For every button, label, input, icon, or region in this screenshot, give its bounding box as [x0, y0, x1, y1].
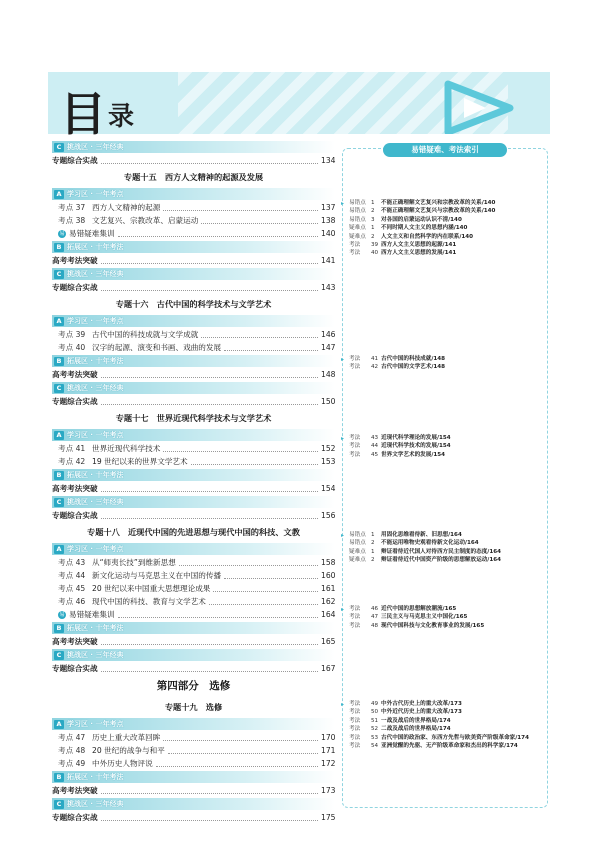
section-banner: [52, 268, 335, 280]
page-number: 158: [321, 558, 336, 567]
page-number: 175: [321, 813, 336, 822]
section-banner: [52, 798, 335, 810]
entry-label: 专题综合实战: [52, 283, 98, 292]
index-arrow-icon: ▸: [341, 435, 345, 442]
section-label: 挑战区 · 三年经典: [67, 651, 124, 659]
index-text: 不能正确理解文艺复兴与宗教改革的关系/140: [381, 208, 496, 215]
toc-entry[interactable]: [52, 595, 335, 608]
entry-title: 从“师夷长技”到维新思想: [92, 558, 176, 567]
leader-dots: [224, 572, 318, 579]
index-row[interactable]: [349, 605, 545, 613]
index-arrow-icon: ▸: [341, 200, 345, 207]
index-arrow-icon: ▸: [341, 606, 345, 613]
index-kind: 考法: [349, 443, 361, 450]
section-tag: B: [54, 471, 64, 480]
index-group: [341, 355, 545, 372]
index-number: 41: [371, 356, 379, 362]
triangle-logo-icon: [440, 78, 520, 134]
index-number: 3: [371, 216, 375, 223]
index-text: 古代中国的文学艺术/148: [381, 364, 446, 371]
index-group: [341, 531, 545, 565]
index-row[interactable]: [349, 199, 545, 207]
toc-entry[interactable]: [52, 731, 335, 744]
index-kind: 考法: [349, 606, 361, 612]
index-text: 三民主义与马克思主义中国化/165: [381, 614, 468, 621]
entry-title: 汉字的起源、演变和书画、戏曲的发展: [92, 343, 222, 352]
index-row[interactable]: [349, 725, 545, 733]
index-row[interactable]: [349, 742, 545, 750]
index-kind: 疑难点: [349, 548, 366, 555]
toc-entry[interactable]: [52, 254, 335, 267]
index-text: 中外近代历史上的重大改革/173: [381, 709, 462, 716]
page-number: 160: [321, 571, 336, 580]
page-number: 143: [321, 283, 336, 292]
entry-kaodian: 考点 37: [58, 203, 86, 212]
index-number: 53: [371, 734, 379, 741]
index-kind: 易错点: [349, 216, 366, 223]
page-number: 146: [321, 330, 336, 339]
section-tag: A: [54, 317, 64, 326]
index-row[interactable]: [349, 451, 545, 459]
index-row[interactable]: [349, 249, 545, 257]
toc-entry[interactable]: [52, 201, 335, 214]
entry-kaodian: 考点 45: [58, 584, 86, 593]
entry-kaodian: 考点 39: [58, 330, 86, 339]
entry-label: 高考考法突破: [52, 786, 98, 795]
index-number: 1: [371, 548, 375, 555]
leader-dots: [179, 559, 318, 566]
index-kind: 易错点: [349, 208, 366, 215]
index-kind: 考法: [349, 726, 361, 733]
section-banner: [52, 469, 335, 481]
page-number: 156: [321, 511, 336, 520]
index-kind: 考法: [349, 356, 361, 362]
section-tag: C: [54, 143, 64, 152]
leader-dots: [163, 445, 318, 452]
index-row[interactable]: [349, 363, 545, 371]
index-number: 39: [371, 242, 379, 249]
leader-dots: [224, 344, 318, 351]
leader-dots: [118, 230, 318, 237]
index-group: [341, 199, 545, 258]
index-kind: 考法: [349, 250, 361, 257]
index-row[interactable]: [349, 622, 545, 630]
entry-title: 西方人文精神的起源: [92, 203, 161, 212]
index-kind: 疑难点: [349, 557, 366, 564]
index-text: 一战及战后的世界格局/174: [381, 717, 451, 724]
entry-kaodian: 考点 38: [58, 216, 86, 225]
index-text: 近现代科学技术的发展/154: [381, 443, 451, 450]
toc-entry[interactable]: [52, 744, 335, 757]
index-row[interactable]: [349, 734, 545, 742]
index-row[interactable]: [349, 224, 545, 232]
index-box: [341, 145, 548, 808]
review-icon: 易: [59, 230, 65, 237]
index-kind: 考法: [349, 242, 361, 249]
leader-dots: [168, 747, 318, 754]
index-number: 42: [371, 364, 379, 371]
leader-dots: [191, 458, 318, 465]
index-text: 西方人文主义思想的发展/141: [381, 250, 457, 257]
toc-left-column: [52, 140, 335, 824]
index-number: 48: [371, 622, 379, 629]
leader-dots: [213, 585, 318, 592]
section-label: 拓展区 · 十年考法: [67, 243, 124, 251]
entry-kaodian: 考点 47: [58, 733, 86, 742]
index-kind: 考法: [349, 364, 361, 371]
entry-label: 专题综合实战: [52, 511, 98, 520]
index-row[interactable]: [349, 556, 545, 564]
review-icon: 易: [59, 611, 65, 618]
page-title-lu: 录: [108, 102, 135, 132]
index-number: 45: [371, 451, 379, 458]
index-number: 50: [371, 709, 379, 716]
section-tag: B: [54, 243, 64, 252]
index-number: 1: [371, 200, 375, 206]
index-text: 现代中国科技与文化教育事业的发展/165: [381, 622, 485, 629]
index-kind: 易错点: [349, 200, 366, 206]
index-row[interactable]: [349, 233, 545, 241]
index-kind: 考法: [349, 717, 361, 724]
section-tag: C: [54, 384, 64, 393]
page-number: 165: [321, 637, 336, 646]
section-tag: A: [54, 190, 64, 199]
index-group: [341, 700, 545, 750]
index-number: 2: [371, 540, 375, 547]
index-row[interactable]: [349, 241, 545, 249]
page-number: 148: [321, 370, 336, 379]
index-kind: 考法: [349, 451, 361, 458]
index-text: 近代中国的思想解放潮流/165: [381, 606, 457, 612]
section-tag: C: [54, 800, 64, 809]
entry-title: 历史上重大改革回眸: [92, 733, 161, 742]
toc-entry-review[interactable]: [52, 608, 335, 621]
section-tag: A: [54, 431, 64, 440]
index-text: 西方人文主义思想的起源/141: [381, 242, 457, 249]
index-kind: 考法: [349, 614, 361, 621]
page-number: 134: [321, 156, 336, 165]
page-number: 172: [321, 759, 336, 768]
topic-heading: 专题十七 世界近现代科学技术与文学艺术: [115, 413, 272, 423]
index-row[interactable]: [349, 355, 545, 363]
index-row[interactable]: [349, 207, 545, 215]
page-number: 137: [321, 203, 336, 212]
index-text: 二战及战后的世界格局/174: [381, 726, 451, 733]
index-kind: 易错点: [349, 540, 366, 547]
index-text: 不能运用唯物史观看待新文化运动/164: [381, 540, 479, 547]
toc-entry[interactable]: [52, 214, 335, 227]
leader-dots: [201, 217, 318, 224]
index-arrow-icon: ▸: [341, 356, 345, 363]
section-label: 拓展区 · 十年考法: [67, 471, 124, 479]
index-number: 47: [371, 614, 379, 621]
page-number: 164: [321, 610, 336, 619]
page-number: 150: [321, 397, 336, 406]
entry-title: 新文化运动与马克思主义在中国的传播: [92, 571, 222, 580]
topic-heading: 专题十五 西方人文精神的起源及发展: [123, 172, 264, 182]
index-number: 2: [371, 557, 375, 564]
index-number: 51: [371, 717, 379, 724]
index-arrow-icon: ▸: [341, 701, 345, 708]
index-row[interactable]: [349, 548, 545, 556]
index-text: 古代中国的科技成就/148: [381, 356, 446, 362]
toc-entry[interactable]: [52, 455, 335, 468]
index-row[interactable]: [349, 700, 545, 708]
entry-kaodian: 考点 48: [58, 746, 86, 755]
section-banner: [52, 649, 335, 661]
topic-heading: 专题十六 古代中国的科学技术与文学艺术: [115, 299, 272, 309]
index-number: 2: [371, 208, 375, 215]
entry-label: 高考考法突破: [52, 484, 98, 493]
index-row[interactable]: [349, 216, 545, 224]
index-text: 辩证看待近代中国资产阶级的思想解放运动/164: [381, 557, 502, 564]
entry-title: 中外历史人物评说: [92, 759, 153, 768]
entry-label: 高考考法突破: [52, 637, 98, 646]
index-kind: 考法: [349, 743, 361, 750]
section-label: 挑战区 · 三年经典: [67, 800, 124, 808]
entry-title: 19 世纪以来的世界文学艺术: [92, 457, 188, 466]
toc-entry[interactable]: [52, 811, 335, 824]
section-tag: A: [54, 545, 64, 554]
index-number: 54: [371, 743, 379, 750]
section-label: 学习区 · 一年考点: [67, 545, 124, 553]
section-label: 拓展区 · 十年考法: [67, 773, 124, 781]
index-kind: 考法: [349, 734, 361, 741]
index-text: 亚洲觉醒的先驱、无产阶级革命家和杰出的科学家/174: [381, 743, 518, 750]
leader-dots: [101, 257, 318, 264]
entry-kaodian: 考点 42: [58, 457, 86, 466]
leader-dots: [101, 512, 318, 519]
index-number: 43: [371, 435, 379, 441]
toc-entry[interactable]: [52, 442, 335, 455]
toc-entry[interactable]: [52, 395, 335, 408]
leader-dots: [101, 371, 318, 378]
toc-entry[interactable]: [52, 328, 335, 341]
leader-dots: [101, 284, 318, 291]
index-text: 近现代科学理论的发展/154: [381, 435, 451, 441]
toc-entry[interactable]: [52, 509, 335, 522]
index-arrow-icon: ▸: [341, 532, 345, 539]
section-label: 学习区 · 一年考点: [67, 720, 124, 728]
section-label: 挑战区 · 三年经典: [67, 143, 124, 151]
section-label: 拓展区 · 十年考法: [67, 624, 124, 632]
toc-entry[interactable]: [52, 582, 335, 595]
entry-title: 文艺复兴、宗教改革、启蒙运动: [92, 216, 199, 225]
leader-dots: [163, 734, 318, 741]
section-banner: [52, 241, 335, 253]
index-kind: 易错点: [349, 532, 366, 538]
index-number: 1: [371, 532, 375, 538]
leader-dots: [163, 204, 318, 211]
index-kind: 考法: [349, 709, 361, 716]
entry-title: 易错疑难集训: [69, 229, 115, 238]
page-number: 138: [321, 216, 336, 225]
entry-title: 20 世纪以来中国重大思想理论成果: [92, 584, 211, 593]
toc-entry[interactable]: [52, 556, 335, 569]
entry-kaodian: 考点 46: [58, 597, 86, 606]
toc-entry[interactable]: [52, 281, 335, 294]
page-number: 171: [321, 746, 336, 755]
page-number: 170: [321, 733, 336, 742]
leader-dots: [101, 787, 318, 794]
leader-dots: [101, 157, 318, 164]
entry-title: 世界近现代科学技术: [92, 444, 161, 453]
toc-entry-review[interactable]: [52, 227, 335, 240]
index-text: 中外古代历史上的重大改革/173: [381, 701, 462, 707]
entry-label: 专题综合实战: [52, 156, 98, 165]
index-text: 辩证看待近代国人对待西方民主制度的态度/164: [381, 548, 502, 555]
page-number: 141: [321, 256, 336, 265]
index-row[interactable]: [349, 717, 545, 725]
index-row[interactable]: [349, 613, 545, 621]
index-box-title: 易错疑难、考法索引: [383, 143, 507, 157]
section-banner: [52, 315, 335, 327]
page-number: 154: [321, 484, 336, 493]
leader-dots: [201, 331, 318, 338]
leader-dots: [101, 398, 318, 405]
index-number: 40: [371, 250, 379, 257]
entry-title: 易错疑难集训: [69, 610, 115, 619]
entry-title: 20 世纪的战争与和平: [92, 746, 165, 755]
leader-dots: [156, 760, 318, 767]
index-text: 用固化思维看待新、旧思想/164: [381, 532, 462, 538]
section-tag: C: [54, 498, 64, 507]
entry-label: 高考考法突破: [52, 256, 98, 265]
entry-label: 高考考法突破: [52, 370, 98, 379]
leader-dots: [209, 598, 318, 605]
page-number: 140: [321, 229, 336, 238]
entry-kaodian: 考点 44: [58, 571, 86, 580]
index-kind: 疑难点: [349, 225, 366, 232]
index-text: 人文主义和自然科学的内在联系/140: [381, 233, 474, 240]
section-label: 学习区 · 一年考点: [67, 317, 124, 325]
section-label: 挑战区 · 三年经典: [67, 498, 124, 506]
section-tag: B: [54, 773, 64, 782]
index-group: [341, 605, 545, 630]
entry-label: 专题综合实战: [52, 813, 98, 822]
section-tag: B: [54, 624, 64, 633]
section-label: 挑战区 · 三年经典: [67, 384, 124, 392]
toc-entry[interactable]: [52, 368, 335, 381]
page-number: 167: [321, 664, 336, 673]
section-tag: C: [54, 651, 64, 660]
entry-title: 现代中国的科技、教育与文学艺术: [92, 597, 206, 606]
section-banner: [52, 622, 335, 634]
index-kind: 考法: [349, 701, 361, 707]
entry-label: 专题综合实战: [52, 664, 98, 673]
entry-kaodian: 考点 41: [58, 444, 86, 453]
page-number: 152: [321, 444, 336, 453]
section-banner: [52, 718, 335, 730]
section-banner: [52, 355, 335, 367]
index-number: 44: [371, 443, 379, 450]
toc-entry[interactable]: [52, 569, 335, 582]
entry-kaodian: 考点 49: [58, 759, 86, 768]
section-tag: A: [54, 720, 64, 729]
entry-label: 专题综合实战: [52, 397, 98, 406]
toc-entry[interactable]: [52, 635, 335, 648]
entry-kaodian: 考点 40: [58, 343, 86, 352]
leader-dots: [101, 485, 318, 492]
section-tag: C: [54, 270, 64, 279]
section-banner: [52, 429, 335, 441]
index-number: 49: [371, 701, 379, 707]
toc-entry[interactable]: [52, 154, 335, 167]
section-banner: [52, 771, 335, 783]
toc-entry[interactable]: [52, 784, 335, 797]
index-text: 世界文学艺术的发展/154: [381, 451, 446, 458]
section-label: 挑战区 · 三年经典: [67, 270, 124, 278]
index-row[interactable]: [349, 442, 545, 450]
page-number: 161: [321, 584, 336, 593]
toc-entry[interactable]: [52, 482, 335, 495]
section-banner: [52, 141, 335, 153]
leader-dots: [118, 611, 318, 618]
index-kind: 疑难点: [349, 233, 366, 240]
index-row[interactable]: [349, 708, 545, 716]
index-row[interactable]: [349, 531, 545, 539]
page-number: 173: [321, 786, 336, 795]
section-tag: B: [54, 357, 64, 366]
topic-heading: 专题十八 近现代中国的先进思想与现代中国的科技、文教: [87, 527, 300, 537]
page-number: 162: [321, 597, 336, 606]
index-group: [341, 434, 545, 459]
index-row[interactable]: [349, 434, 545, 442]
section-banner: [52, 496, 335, 508]
section-label: 拓展区 · 十年考法: [67, 357, 124, 365]
page-number: 147: [321, 343, 336, 352]
page-number: 153: [321, 457, 336, 466]
index-number: 46: [371, 606, 379, 612]
entry-kaodian: 考点 43: [58, 558, 86, 567]
topic-heading: 专题十九 选修: [164, 702, 223, 712]
index-text: 不同时期人文主义的思想内涵/140: [381, 225, 468, 232]
section-label: 学习区 · 一年考点: [67, 190, 124, 198]
page-title-mu: 目: [60, 87, 108, 141]
section-label: 学习区 · 一年考点: [67, 431, 124, 439]
leader-dots: [101, 814, 318, 821]
index-text: 对各国的启蒙运动认识不清/140: [381, 216, 462, 223]
leader-dots: [101, 665, 318, 672]
part-heading: 第四部分 选修: [156, 680, 231, 692]
toc-entry[interactable]: [52, 757, 335, 770]
section-banner: [52, 188, 335, 200]
index-number: 52: [371, 726, 379, 733]
index-text: 古代中国的政治家、东西方先哲与欧美资产阶级革命家/174: [381, 734, 529, 741]
index-text: 不能正确理解文艺复兴和宗教改革的关系/140: [381, 200, 496, 206]
toc-entry[interactable]: [52, 341, 335, 354]
index-number: 1: [371, 225, 375, 232]
index-row[interactable]: [349, 539, 545, 547]
entry-title: 古代中国的科技成就与文学成就: [92, 330, 199, 339]
section-banner: [52, 543, 335, 555]
toc-entry[interactable]: [52, 662, 335, 675]
index-number: 2: [371, 233, 375, 240]
index-kind: 考法: [349, 622, 361, 629]
index-kind: 考法: [349, 435, 361, 441]
leader-dots: [101, 638, 318, 645]
section-banner: [52, 382, 335, 394]
